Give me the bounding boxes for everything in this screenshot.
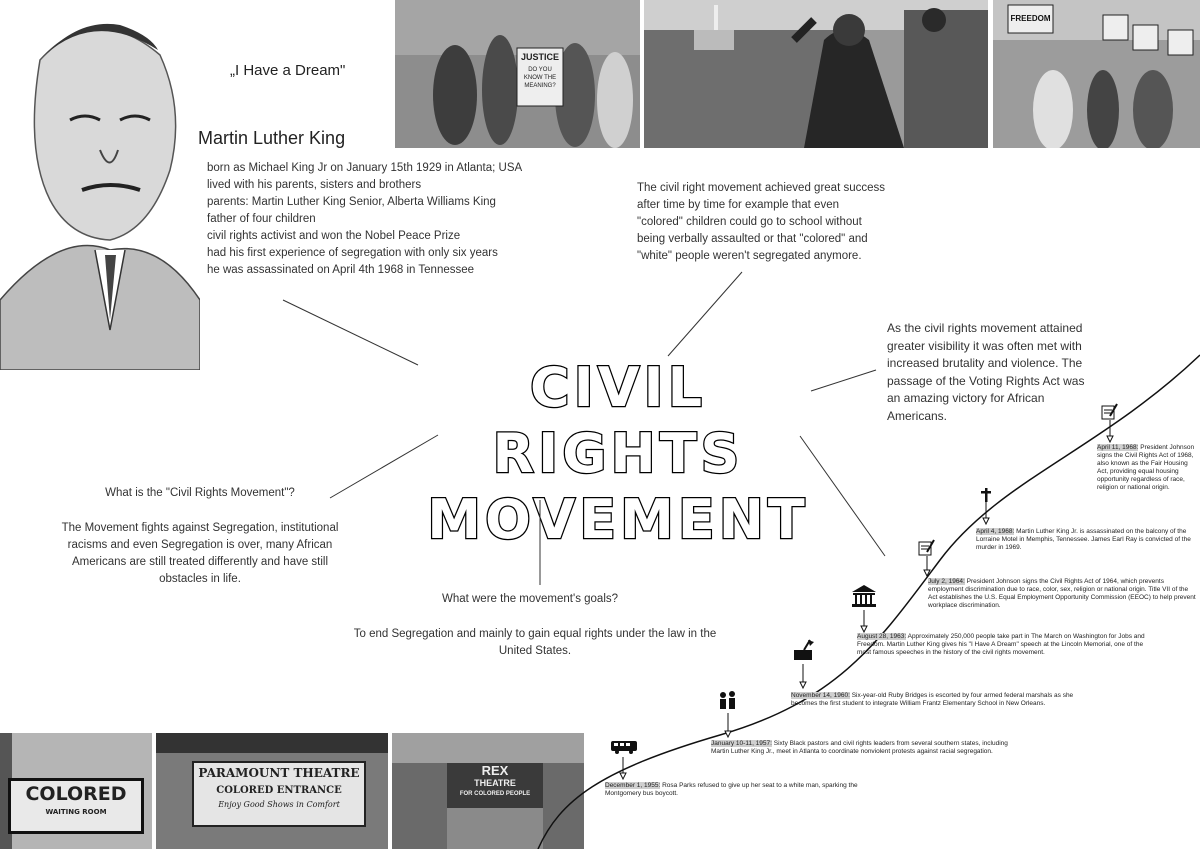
timeline-text: Rosa Parks refused to give up her seat to a white man, sparking the Montgomery bus boycott. bbox=[605, 782, 858, 797]
timeline-text: Martin Luther King Jr. is assassinated on the balcony of the Lorraine Motel in Memphis, Tennessee. James Earl Ray is convicted of the murder in 1969. bbox=[976, 528, 1191, 551]
timeline-text: President Johnson signs the Civil Rights Act of 1964, which prevents employment discrimination due to race, color, sex, religion or national origin. Title VII of the Act establishes the U.S. Equal Employment Opportunity Commission (EEOC) to help prevent workplace discrimination. bbox=[928, 578, 1196, 609]
timeline-event bbox=[605, 782, 890, 798]
title-line-2: MOVEMENT bbox=[427, 488, 809, 551]
timeline-date: January 10-11, 1957: bbox=[711, 740, 772, 747]
success-line: after time by time for example that even bbox=[637, 199, 839, 211]
success-line: being verbally assaulted or that "colored" and bbox=[637, 233, 868, 245]
rex-line-2: THEATRE bbox=[474, 778, 516, 788]
visibility-line: As the civil rights movement attained bbox=[887, 321, 1083, 335]
timeline-event bbox=[857, 633, 1157, 657]
sign-justice: JUSTICE bbox=[520, 52, 559, 62]
mlk-fact: born as Michael King Jr on January 15th 1929 in Atlanta; USA bbox=[207, 162, 523, 174]
timeline-event bbox=[711, 740, 1021, 756]
mlk-fact: had his first experience of segregation with only six years bbox=[207, 247, 498, 259]
bus-icon bbox=[610, 740, 638, 754]
rex-line-3: FOR COLORED PEOPLE bbox=[459, 791, 531, 797]
timeline-text: Approximately 250,000 people take part in The March on Washington for Jobs and Freedom. Martin Luther King gives his "I Have A Dream" speech at the Lincoln Memorial, one of the most famous speeches in the history of the civil rights movement. bbox=[857, 633, 1145, 656]
rex-line-1: REX bbox=[481, 763, 509, 778]
mlk-fact: father of four children bbox=[207, 213, 316, 225]
memorial-icon bbox=[850, 584, 878, 608]
sign-freedom: FREEDOM bbox=[1010, 14, 1051, 23]
timeline-date: April 4, 1968: bbox=[976, 528, 1015, 535]
paramount-line-2: COLORED ENTRANCE bbox=[216, 785, 342, 796]
timeline-text: President Johnson signs the Civil Rights Act of 1968, also known as the Fair Housing Act, providing equal housing opportunity regardless of race, religion or national origin. bbox=[1097, 444, 1195, 491]
signing-icon bbox=[1100, 402, 1118, 420]
success-line: The civil right movement achieved great success bbox=[637, 182, 885, 194]
sign-waiting-room-text: WAITING ROOM bbox=[45, 808, 107, 816]
timeline-text: Sixty Black pastors and civil rights leaders from several southern states, including Martin Luther King Jr., meet in Atlanta to coordinate nonviolent protests against racial segregation. bbox=[711, 740, 1008, 755]
visibility-line: greater visibility it was often met with bbox=[887, 338, 1082, 353]
mlk-fact: civil rights activist and won the Nobel Peace Prize bbox=[207, 230, 461, 242]
timeline-event bbox=[928, 578, 1198, 610]
timeline-event bbox=[976, 528, 1191, 552]
what-is-line: The Movement fights against Segregation, institutional bbox=[61, 522, 339, 534]
timeline-event bbox=[791, 692, 1101, 708]
title-line-1: CIVIL RIGHTS bbox=[492, 356, 744, 485]
success-line: "white" people weren't segregated anymore. bbox=[637, 250, 862, 262]
quote-i-have-a-dream: „I Have a Dream" bbox=[230, 62, 346, 79]
what-is-line: obstacles in life. bbox=[159, 573, 241, 585]
mlk-fact: lived with his parents, sisters and brothers bbox=[207, 179, 422, 191]
visibility-line: increased brutality and violence. The bbox=[887, 356, 1083, 370]
paramount-line-3: Enjoy Good Shows in Comfort bbox=[218, 800, 340, 809]
visibility-line: Americans. bbox=[887, 408, 948, 423]
mlk-fact: parents: Martin Luther King Senior, Alberta Williams King bbox=[207, 196, 496, 208]
goals-line: United States. bbox=[498, 645, 572, 657]
sign-justice-subtext: DO YOU KNOW THE MEANING? bbox=[523, 67, 557, 89]
timeline-date: April 11, 1968: bbox=[1097, 444, 1139, 451]
signing-icon bbox=[917, 538, 935, 556]
timeline-date: November 14, 1960: bbox=[791, 692, 850, 699]
school-icon bbox=[792, 638, 816, 662]
what-is-line: racisms and even Segregation is over, many African bbox=[67, 539, 333, 551]
success-line: "colored" children could go to school without bbox=[637, 216, 862, 228]
timeline-text: Six-year-old Ruby Bridges is escorted by four armed federal marshals as she becomes the first student to integrate William Frantz Elementary School in New Orleans. bbox=[791, 692, 1074, 707]
sign-colored-text: COLORED bbox=[25, 783, 127, 805]
what-is-question: What is the "Civil Rights Movement"? bbox=[105, 487, 295, 499]
goals-line: To end Segregation and mainly to gain equal rights under the law in the bbox=[353, 628, 717, 640]
people-icon bbox=[717, 690, 739, 712]
timeline-date: August 28, 1963: bbox=[857, 633, 907, 640]
visibility-line: passage of the Voting Rights Act was bbox=[887, 373, 1085, 388]
timeline-event bbox=[1097, 444, 1197, 492]
mlk-name-heading: Martin Luther King bbox=[198, 128, 346, 148]
timeline-date: December 1, 1955: bbox=[605, 782, 661, 789]
paramount-line-1: PARAMOUNT THEATRE bbox=[198, 766, 360, 780]
goals-question: What were the movement's goals? bbox=[441, 593, 619, 605]
cross-icon bbox=[980, 488, 992, 502]
visibility-line: an amazing victory for African bbox=[887, 391, 1045, 405]
timeline-date: July 2, 1964: bbox=[928, 578, 965, 585]
mlk-fact: he was assassinated on April 4th 1968 in Tennessee bbox=[207, 264, 475, 276]
what-is-line: Americans are still treated differently and have still bbox=[71, 556, 329, 568]
